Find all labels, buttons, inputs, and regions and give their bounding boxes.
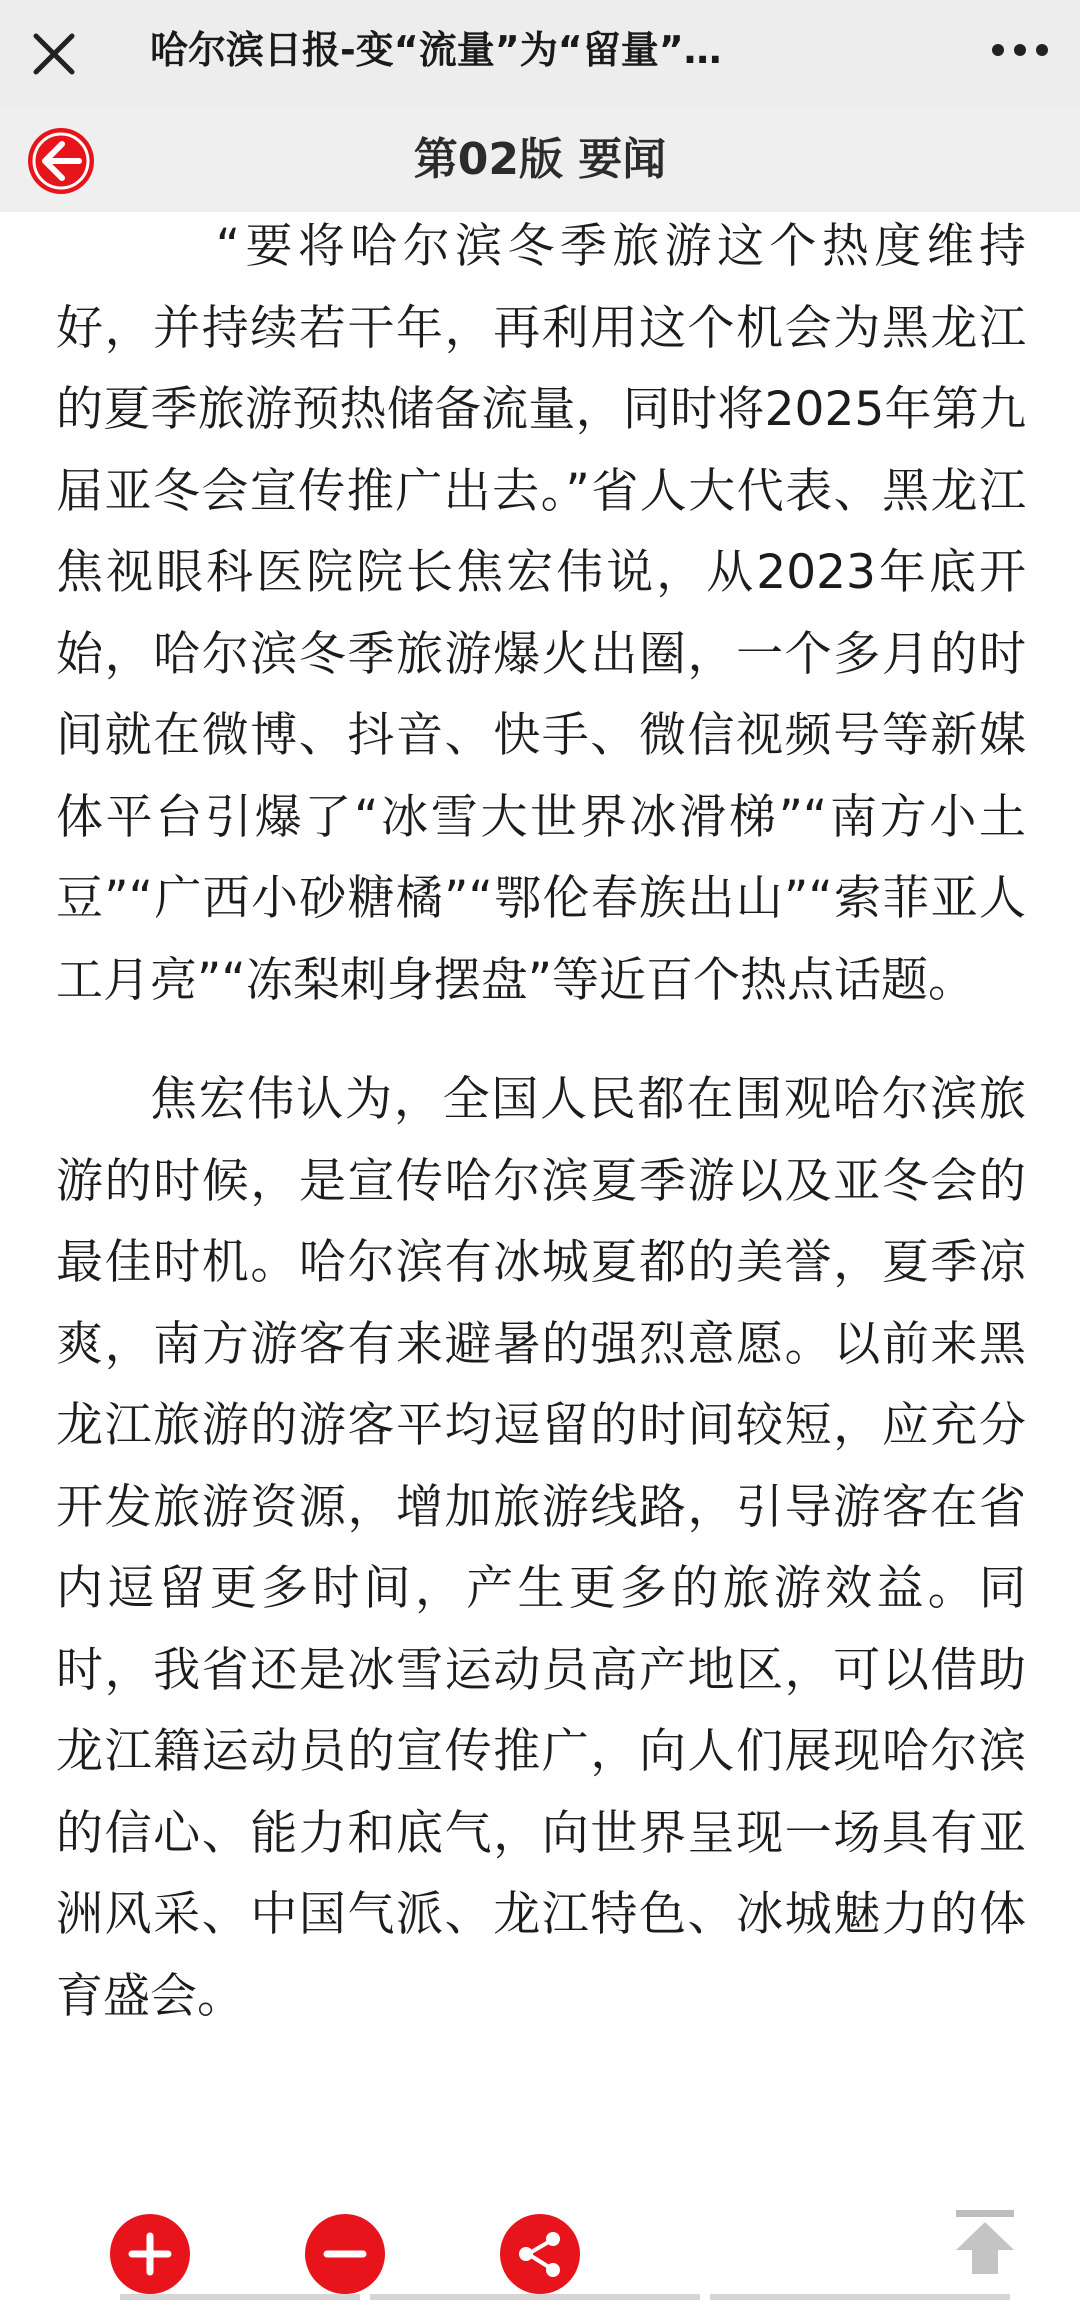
article-paragraph: “要将哈尔滨冬季旅游这个热度维持好，并持续若干年，再利用这个机会为黑龙江的夏季旅游预热储备流量，同时将2025年第九届亚冬会宣传推广出去。”省人大代表、黑龙江焦视眼科医院院长焦宏伟说，从2023年底开始，哈尔滨冬季旅游爆火出圈，一个多月的时间就在微博、抖音、快手、微信视频号等新媒体平台引爆了“冰雪大世界冰滑梯”“南方小土豆”“广西小砂糖橘”“鄂伦春族出山”“索菲亚人工月亮”“冻梨刺身摆盘”等近百个热点话题。 bbox=[56, 219, 1026, 1008]
article-body bbox=[56, 206, 1026, 2037]
scroll-to-top-icon bbox=[950, 2206, 1020, 2278]
article-paragraph: 焦宏伟认为，全国人民都在围观哈尔滨旅游的时候，是宣传哈尔滨夏季游以及亚冬会的最佳时机。哈尔滨有冰城夏都的美誉，夏季凉爽，南方游客有来避暑的强烈意愿。以前来黑龙江旅游的游客平均逗留的时间较短，应充分开发旅游资源，增加旅游线路，引导游客在省内逗留更多时间，产生更多的旅游效益。同时，我省还是冰雪运动员高产地区，可以借助龙江籍运动员的宣传推广，向人们展现哈尔滨的信心、能力和底气，向世界呈现一场具有亚洲风采、中国气派、龙江特色、冰城魅力的体育盛会。 bbox=[56, 1072, 1026, 2024]
app-top-bar bbox=[0, 0, 1080, 108]
bottom-scroll-track bbox=[120, 2294, 1010, 2304]
scroll-to-top-button[interactable] bbox=[950, 2206, 1020, 2278]
zoom-out-button[interactable] bbox=[305, 2214, 385, 2294]
more-horizontal-icon bbox=[988, 28, 1052, 72]
edition-title: 第02版 要闻 bbox=[413, 134, 667, 185]
close-icon bbox=[22, 22, 86, 86]
share-icon bbox=[500, 2214, 580, 2294]
edition-bar bbox=[0, 108, 1080, 212]
page-title: 哈尔滨日报-变“流量”为“留量”… bbox=[150, 28, 722, 72]
share-button[interactable] bbox=[500, 2214, 580, 2294]
back-button[interactable] bbox=[26, 126, 96, 196]
zoom-in-button[interactable] bbox=[110, 2214, 190, 2294]
more-options-button[interactable] bbox=[988, 28, 1052, 72]
close-button[interactable] bbox=[22, 22, 86, 86]
minus-icon bbox=[305, 2214, 385, 2294]
back-arrow-icon bbox=[26, 126, 96, 196]
plus-icon bbox=[110, 2214, 190, 2294]
